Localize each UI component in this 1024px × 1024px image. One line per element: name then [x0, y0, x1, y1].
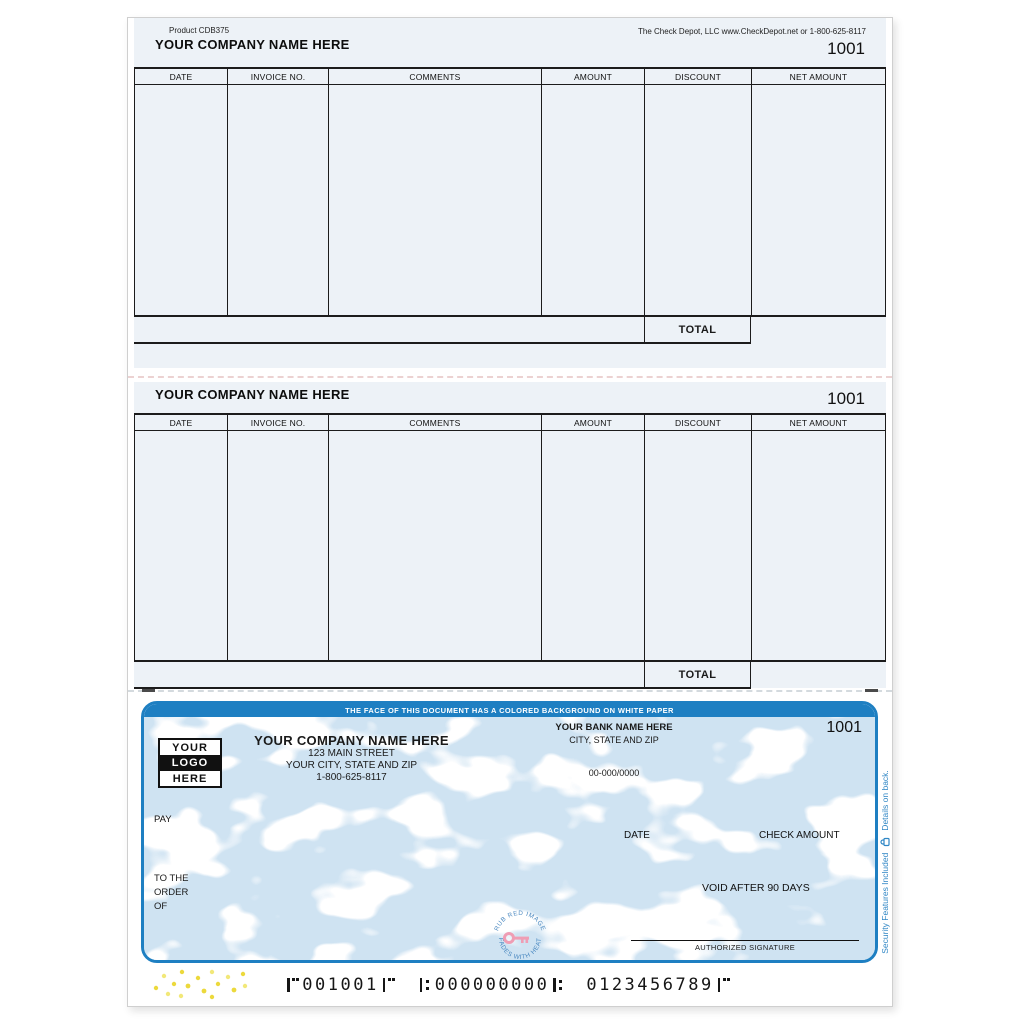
- logo-placeholder: [158, 738, 222, 788]
- bank-city: CITY, STATE AND ZIP: [569, 735, 659, 745]
- key-icon: [505, 934, 530, 944]
- date-label: DATE: [624, 830, 650, 841]
- column-invoice-no: [227, 415, 328, 660]
- column-amount: [541, 415, 644, 660]
- column-header-amount: AMOUNT: [542, 415, 644, 431]
- perforation-line-1: [128, 376, 892, 378]
- logo-line-3: HERE: [172, 772, 208, 785]
- svg-text:RUB RED IMAGE: [493, 910, 546, 932]
- bank-name: YOUR BANK NAME HERE: [555, 722, 673, 733]
- payer-company-name: YOUR COMPANY NAME HERE: [254, 733, 449, 748]
- logo-line-2: LOGO: [160, 755, 220, 771]
- column-header-invoice-no: INVOICE NO.: [228, 69, 328, 85]
- column-header-amount: AMOUNT: [542, 69, 644, 85]
- column-comments: [328, 69, 541, 315]
- micr-onus-symbol: [383, 978, 394, 992]
- payer-phone: 1-800-625-8117: [316, 772, 387, 783]
- micr-transit-symbol: [553, 978, 564, 992]
- column-header-discount: DISCOUNT: [645, 69, 751, 85]
- signature-line: [631, 940, 859, 941]
- micr-account-group: [586, 975, 732, 995]
- total-label-cell: TOTAL: [644, 662, 751, 687]
- product-label: Product CDB375: [169, 26, 230, 35]
- stub2-company-name: YOUR COMPANY NAME HERE: [155, 387, 350, 402]
- column-header-comments: COMMENTS: [329, 415, 541, 431]
- column-header-invoice-no: INVOICE NO.: [228, 415, 328, 431]
- padlock-icon: [880, 837, 890, 847]
- authorized-signature-label: AUTHORIZED SIGNATURE: [694, 943, 796, 952]
- stub2-table-grid: [134, 413, 886, 662]
- perforation-end-mark-right: [865, 689, 878, 692]
- check-amount-label: CHECK AMOUNT: [759, 830, 840, 841]
- check-number: 1001: [826, 719, 862, 736]
- column-header-net-amount: NET AMOUNT: [752, 415, 885, 431]
- micr-routing-group: [416, 975, 569, 995]
- column-header-net-amount: NET AMOUNT: [752, 69, 885, 85]
- seal-arc-top-text: RUB RED IMAGE: [493, 909, 547, 933]
- micr-check-number: 001001: [302, 975, 379, 995]
- micr-account-number: 0123456789: [586, 975, 714, 995]
- logo-line-1: YOUR: [172, 741, 208, 754]
- stub1-check-number: 1001: [827, 39, 865, 58]
- total-label-cell: TOTAL: [644, 317, 751, 342]
- details-on-back-text: Details on back.: [880, 770, 890, 831]
- stub2-check-number: 1001: [827, 389, 865, 408]
- to-the-order-of-label: [154, 872, 189, 914]
- perforation-line-2: [128, 690, 892, 692]
- micr-check-number-group: [283, 975, 397, 995]
- column-header-date: DATE: [135, 69, 227, 85]
- to-the-line: TO THE: [154, 873, 189, 884]
- order-line: ORDER: [154, 887, 189, 898]
- stub1-table-grid: [134, 67, 886, 317]
- stub2-total-row: [134, 662, 886, 689]
- micr-line: [228, 975, 788, 995]
- perforation-end-mark-left: [142, 689, 155, 692]
- column-date: [134, 415, 227, 660]
- column-discount: [644, 69, 751, 315]
- payer-city: YOUR CITY, STATE AND ZIP: [285, 760, 418, 771]
- check-body: [141, 701, 878, 963]
- stub2-table: [134, 413, 886, 689]
- pay-label: PAY: [154, 814, 172, 825]
- void-after-90-days-label: VOID AFTER 90 DAYS: [702, 882, 810, 894]
- check-sheet-page: [127, 17, 893, 1007]
- column-header-discount: DISCOUNT: [645, 415, 751, 431]
- micr-transit-symbol: [420, 978, 431, 992]
- column-date: [134, 69, 227, 315]
- column-comments: [328, 415, 541, 660]
- stub1-table: [134, 67, 886, 344]
- colored-background-banner: THE FACE OF THIS DOCUMENT HAS A COLORED BACKGROUND ON WHITE PAPER: [144, 704, 875, 717]
- column-header-comments: COMMENTS: [329, 69, 541, 85]
- column-net-amount: [751, 415, 886, 660]
- security-features-text: Security Features Included: [880, 852, 890, 954]
- column-discount: [644, 415, 751, 660]
- micr-routing-number: 000000000: [434, 975, 550, 995]
- micr-onus-symbol: [287, 978, 298, 992]
- micr-onus-symbol: [718, 978, 729, 992]
- payer-street: 123 MAIN STREET: [308, 748, 395, 759]
- stub1-company-name: YOUR COMPANY NAME HERE: [155, 37, 350, 52]
- payer-company-block: [229, 733, 474, 784]
- column-amount: [541, 69, 644, 315]
- column-header-date: DATE: [135, 415, 227, 431]
- heat-sensitive-seal: [489, 907, 551, 963]
- security-side-text: [877, 752, 893, 972]
- bank-block: [524, 722, 704, 746]
- vendor-contact-line: The Check Depot, LLC www.CheckDepot.net or 1-800-625-8117: [638, 27, 866, 36]
- stub1-total-row: [134, 317, 886, 344]
- routing-fraction: 00-000/0000: [588, 768, 640, 778]
- column-invoice-no: [227, 69, 328, 315]
- of-line: OF: [154, 901, 168, 912]
- column-net-amount: [751, 69, 886, 315]
- seal-arc-bottom-text: FADES WITH HEAT: [496, 937, 544, 962]
